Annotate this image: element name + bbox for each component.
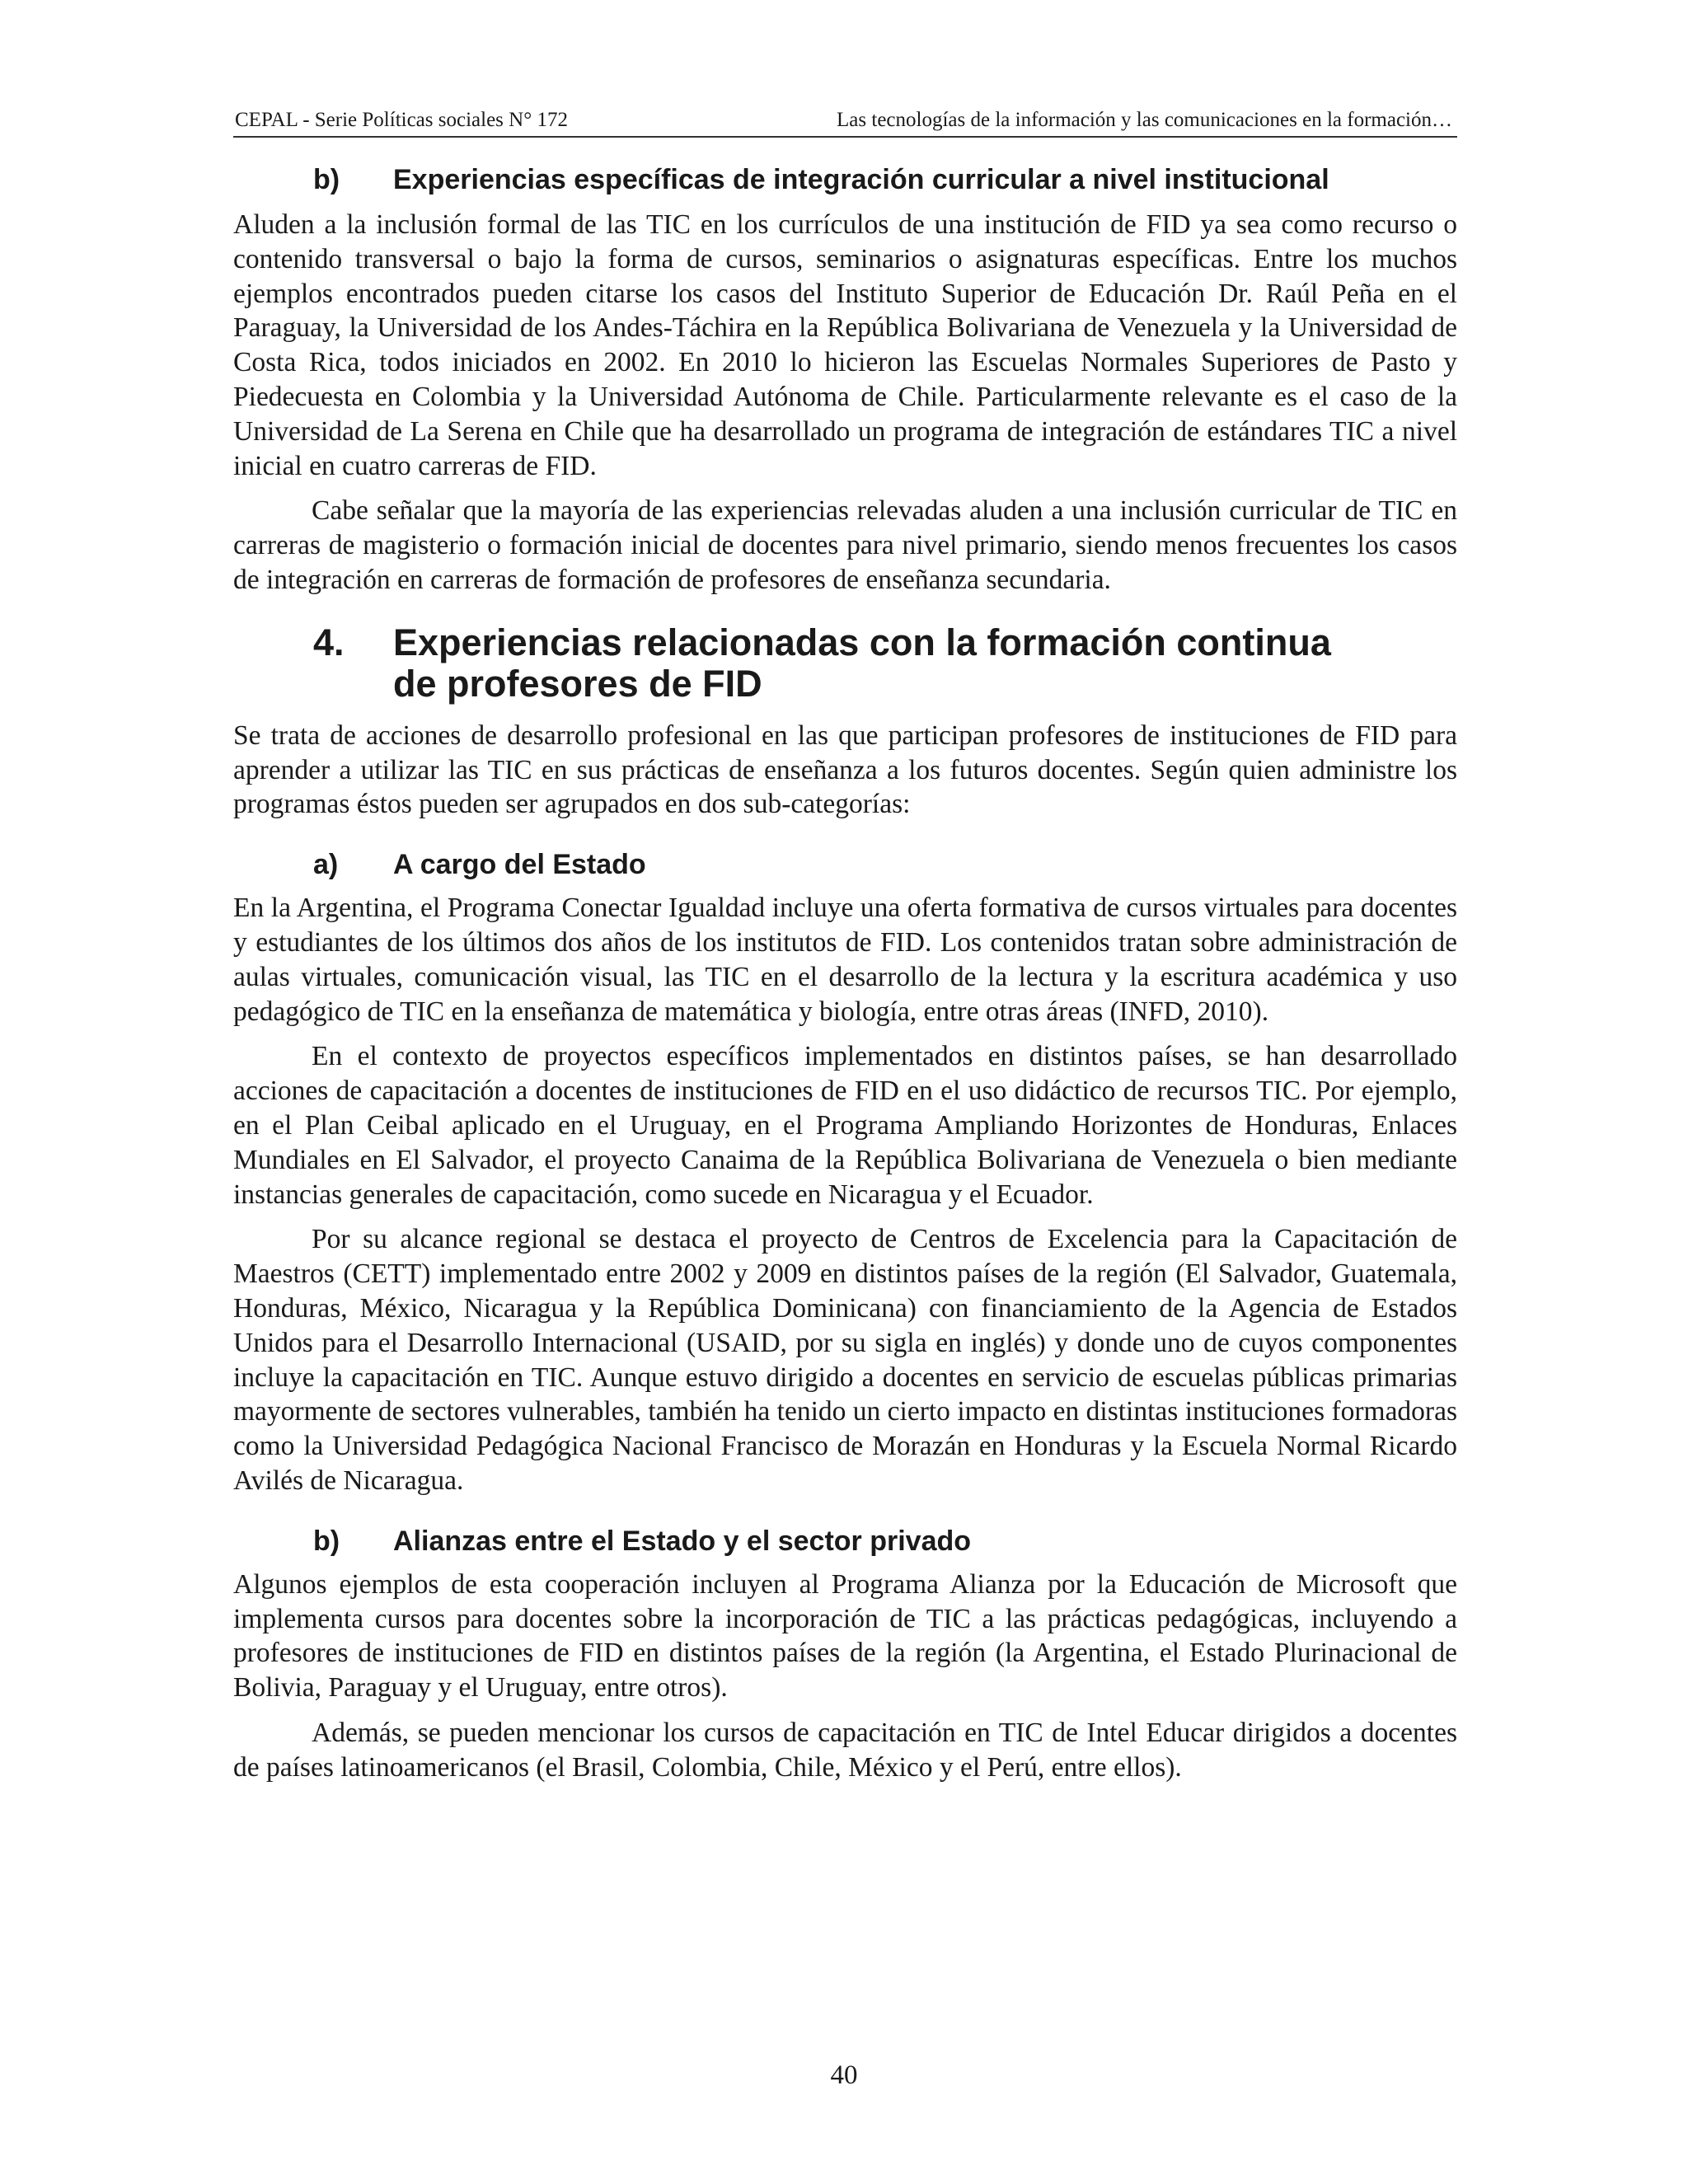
paragraph: Algunos ejemplos de esta cooperación incluyen al Programa Alianza por la Educación de Microsoft que implementa cursos para docentes sobre la incorporación de TIC a las prácticas pedagógicas, incluyendo a profesores de instituciones de FID en distintos países de la región (la Argentina, el Estado Plurinacional de Bolivia, Paraguay y el Uruguay, entre otros). xyxy=(233,1568,1457,1704)
section-heading-alliances xyxy=(233,1523,1457,1559)
header-series-title: CEPAL - Serie Políticas sociales N° 172 xyxy=(235,109,568,131)
section-number: b) xyxy=(313,164,340,195)
section-number: b) xyxy=(313,1525,340,1557)
section-number: a) xyxy=(313,849,339,881)
chapter-heading-continuous-training xyxy=(233,622,1457,705)
chapter-title: Experiencias relacionadas con la formación continua de profesores de FID xyxy=(393,621,1331,705)
header-document-title: Las tecnologías de la información y las comunicaciones en la formación… xyxy=(837,109,1452,131)
paragraph: Por su alcance regional se destaca el proyecto de Centros de Excelencia para la Capacitación de Maestros (CETT) implementado entre 2002 y 2009 en distintos países de la región (El Salvador, Guatemala, Honduras, México, Nicaragua y la República Dominicana) con financiamiento de la Agencia de Estados Unidos para el Desarrollo Internacional (USAID, por su sigla en inglés) y donde uno de cuyos componentes incluye la capacitación en TIC. Aunque estuvo dirigido a docentes en servicio de escuelas públicas primarias mayormente de sectores vulnerables, también ha tenido un cierto impacto en distintas instituciones formadoras como la Universidad Pedagógica Nacional Francisco de Morazán en Honduras y la Escuela Normal Ricardo Avilés de Nicaragua. xyxy=(233,1224,1457,1496)
running-header xyxy=(233,107,1457,138)
page-number: 40 xyxy=(830,2060,858,2090)
paragraph: Cabe señalar que la mayoría de las experiencias relevadas aluden a una inclusión curricular de TIC en carreras de magisterio o formación inicial de docentes para nivel primario, siendo menos frecuentes los casos de integración en carreras de formación de profesores de enseñanza secundaria. xyxy=(233,495,1457,595)
section-heading-specific-experiences xyxy=(233,162,1457,198)
section-title: A cargo del Estado xyxy=(393,849,646,881)
paragraph: Se trata de acciones de desarrollo profesional en las que participan profesores de instituciones de FID para aprender a utilizar las TIC en sus prácticas de enseñanza a los futuros docentes. Según quien administre los programas éstos pueden ser agrupados en dos sub-categorías: xyxy=(233,719,1457,820)
paragraph: Además, se pueden mencionar los cursos de capacitación en TIC de Intel Educar dirigidos a docentes de países latinoamericanos (el Brasil, Colombia, Chile, México y el Perú, entre ellos). xyxy=(233,1717,1457,1783)
paragraph: Aluden a la inclusión formal de las TIC en los currículos de una institución de FID ya sea como recurso o contenido transversal o bajo la forma de cursos, seminarios o asignaturas específicas. Entre los muchos ejemplos encontrados pueden citarse los casos del Instituto Superior de Educación Dr. Raúl Peña en el Paraguay, la Universidad de los Andes-Táchira en la República Bolivariana de Venezuela y la Universidad de Costa Rica, todos iniciados en 2002. En 2010 lo hicieron las Escuelas Normales Superiores de Pasto y Piedecuesta en Colombia y la Universidad Autónoma de Chile. Particularmente relevante es el caso de la Universidad de La Serena en Chile que ha desarrollado un programa de integración de estándares TIC a nivel inicial en cuatro carreras de FID. xyxy=(233,209,1457,481)
section-title: Alianzas entre el Estado y el sector privado xyxy=(393,1525,972,1557)
section-heading-state xyxy=(233,846,1457,883)
section-title: Experiencias específicas de integración curricular a nivel institucional xyxy=(393,164,1329,195)
paragraph: En la Argentina, el Programa Conectar Igualdad incluye una oferta formativa de cursos virtuales para docentes y estudiantes de los últimos dos años de los institutos de FID. Los contenidos tratan sobre administración de aulas virtuales, comunicación visual, las TIC en el desarrollo de la lectura y la escritura académica y uso pedagógico de TIC en la enseñanza de matemática y biología, entre otras áreas (INFD, 2010). xyxy=(233,893,1457,1027)
document-page xyxy=(233,107,1457,1784)
chapter-number: 4. xyxy=(313,621,345,663)
paragraph: En el contexto de proyectos específicos implementados en distintos países, se han desarrollado acciones de capacitación a docentes de instituciones de FID en el uso didáctico de recursos TIC. Por ejemplo, en el Plan Ceibal aplicado en el Uruguay, en el Programa Ampliando Horizontes de Honduras, Enlaces Mundiales en El Salvador, el proyecto Canaima de la República Bolivariana de Venezuela o bien mediante instancias generales de capacitación, como sucede en Nicaragua y el Ecuador. xyxy=(233,1041,1457,1210)
